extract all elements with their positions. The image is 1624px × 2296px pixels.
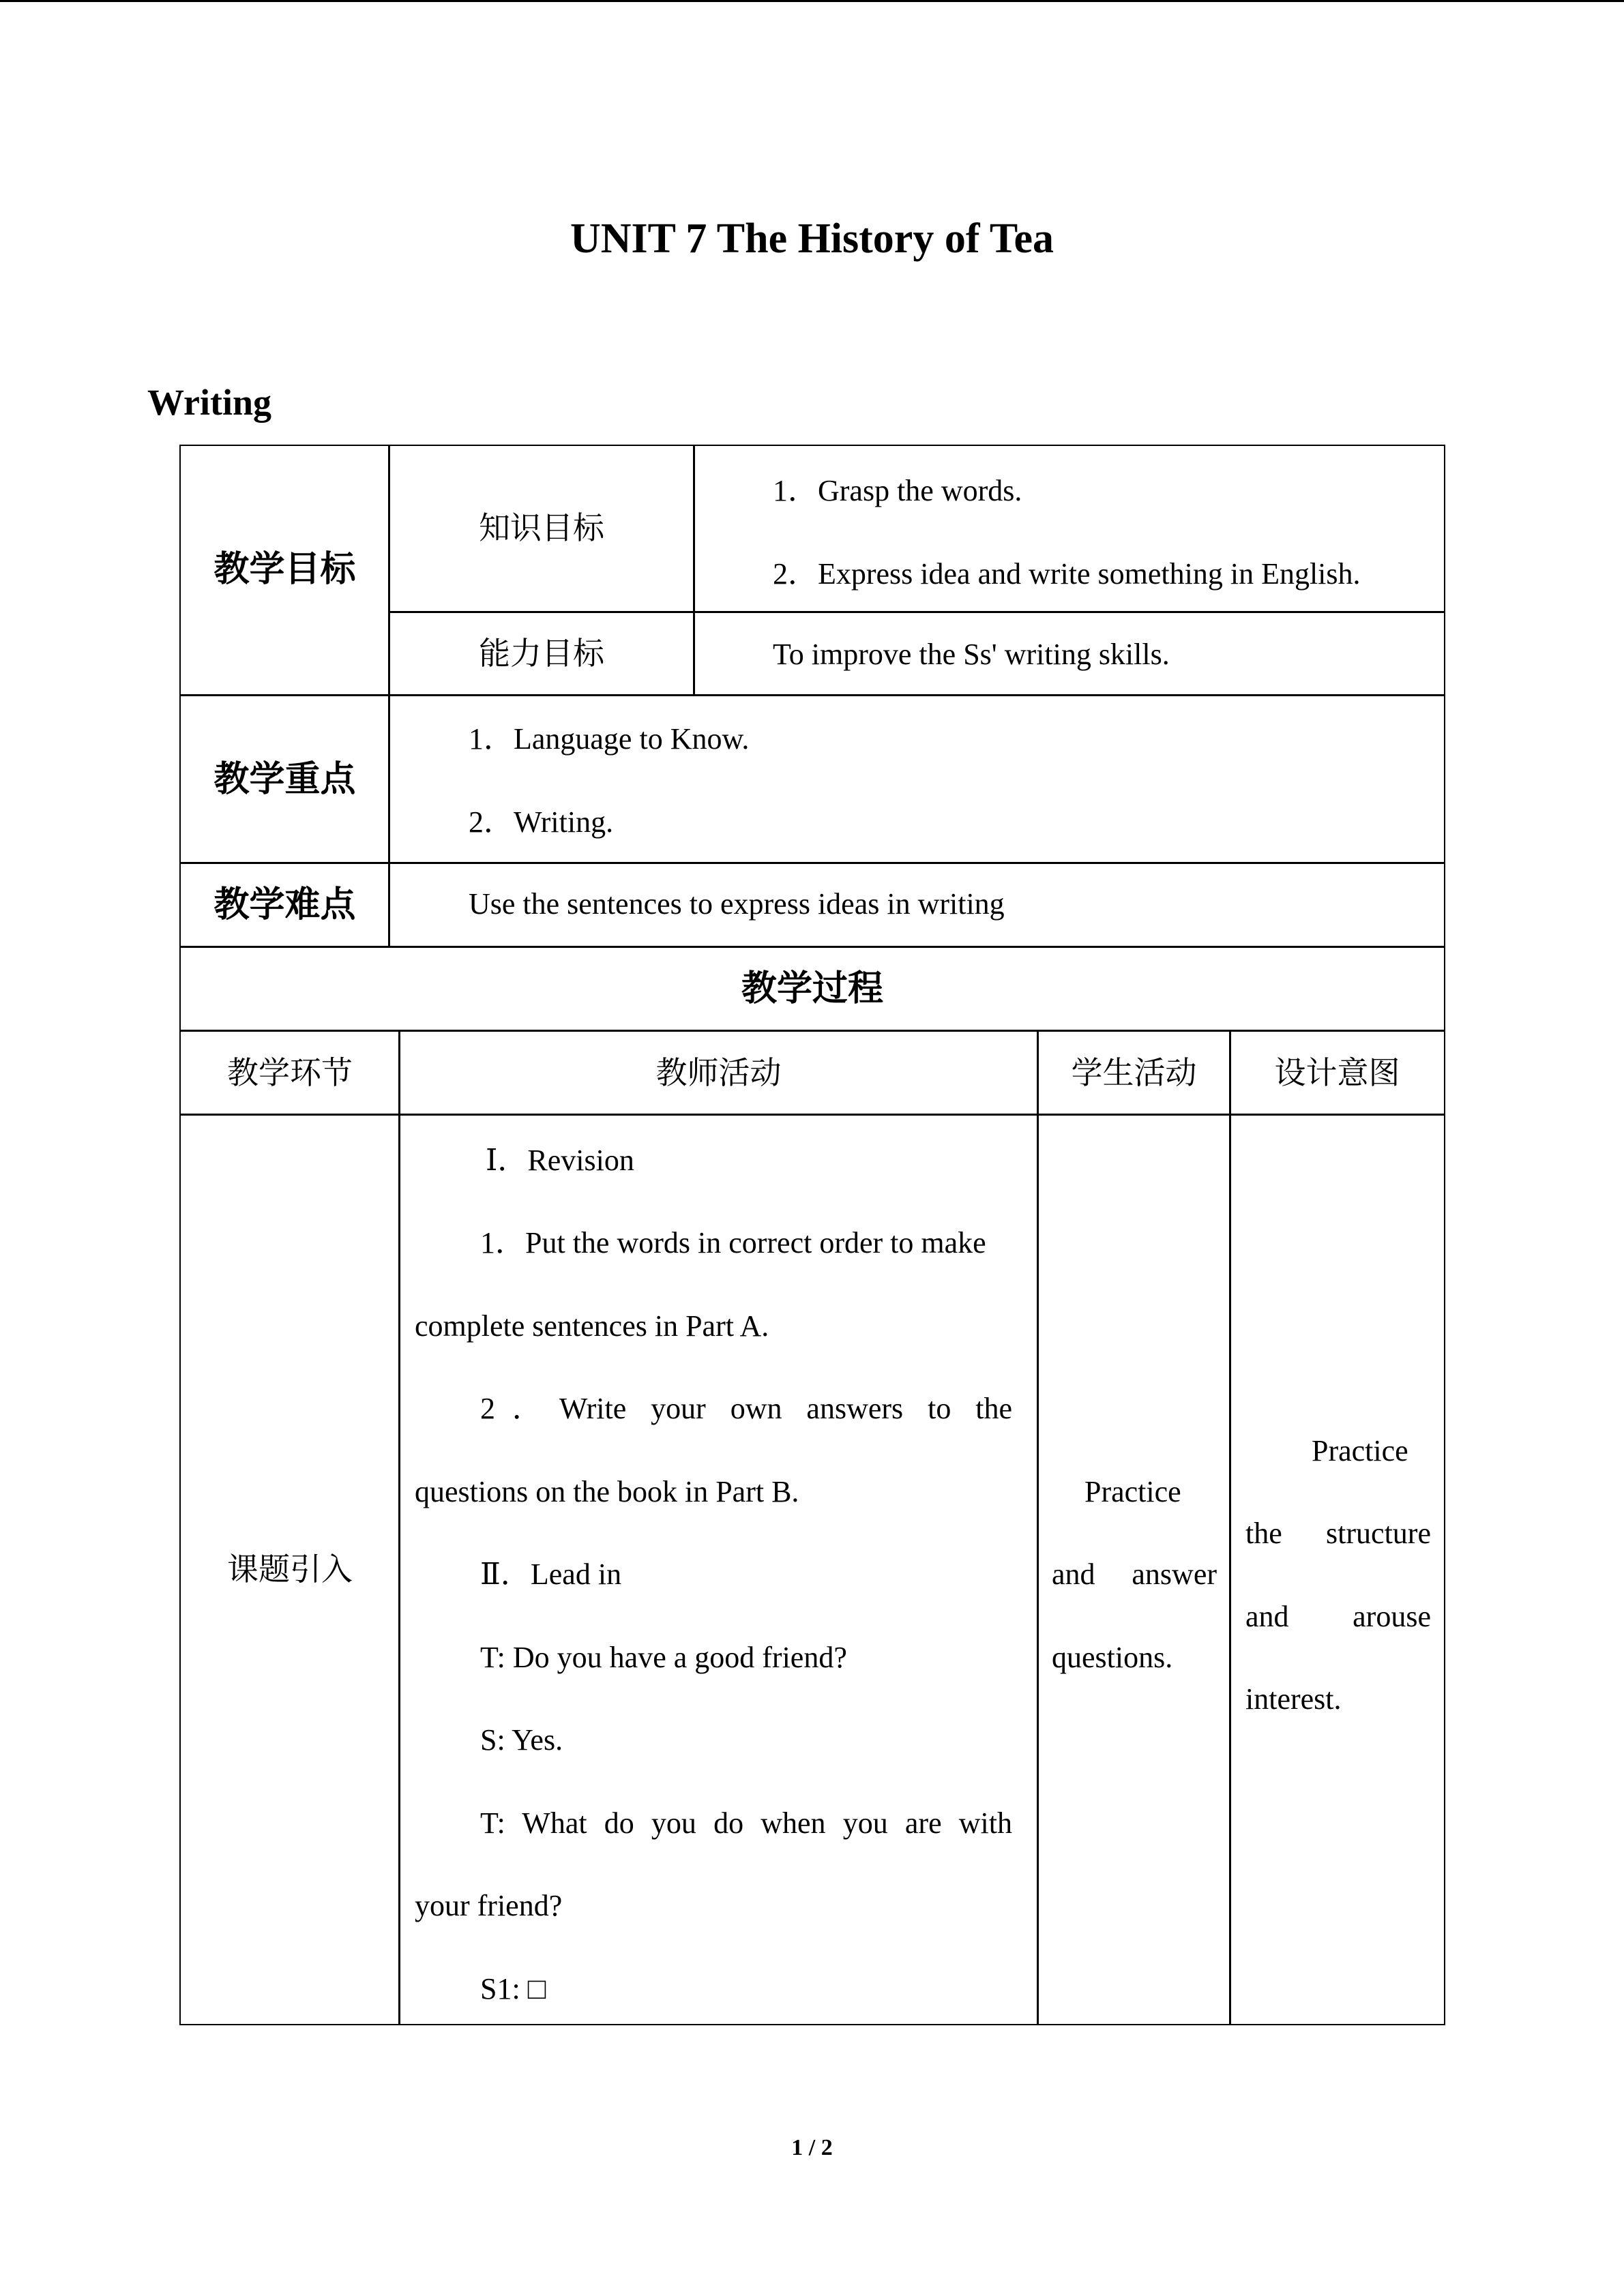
- key-points-label: 教学重点: [213, 759, 356, 800]
- ability-label-cell: [388, 611, 695, 696]
- column-header-stage-label: 教学环节: [227, 1054, 353, 1091]
- intent-line-4: interest.: [1245, 1682, 1342, 1716]
- key-points-content-cell: [388, 694, 1445, 864]
- page-number: 1 / 2: [791, 2135, 833, 2160]
- difficult-points-text: Use the sentences to express ideas in writing: [469, 887, 1005, 921]
- ability-content-cell: [693, 611, 1445, 696]
- knowledge-item-1: 1．Grasp the words.: [773, 474, 1022, 507]
- column-header-student-label: 学生活动: [1071, 1054, 1197, 1091]
- difficult-points-label-cell: [179, 862, 390, 948]
- difficult-points-label: 教学难点: [213, 884, 356, 925]
- column-header-intent: [1229, 1030, 1445, 1116]
- teacher-line-lead-in: Ⅱ．Lead in: [480, 1557, 622, 1591]
- teacher-line-s1: S1: □: [480, 1972, 546, 2006]
- objectives-label-cell: [179, 445, 390, 696]
- teacher-line-question-2-cont: your friend?: [415, 1889, 563, 1922]
- objectives-label: 教学目标: [213, 549, 356, 590]
- key-point-item-1: 1．Language to Know.: [469, 722, 750, 756]
- teacher-line-1: 1．Put the words in correct order to make: [480, 1226, 986, 1259]
- column-header-stage: [179, 1030, 400, 1116]
- stage-cell: [179, 1114, 400, 2025]
- section-heading: Writing: [147, 382, 272, 423]
- teacher-activity-cell: [398, 1114, 1039, 2025]
- ability-label: 能力目标: [479, 635, 604, 672]
- intent-line-1: Practice: [1312, 1434, 1408, 1467]
- student-line-3: questions.: [1052, 1641, 1173, 1674]
- column-header-intent-label: 设计意图: [1274, 1054, 1400, 1091]
- design-intent-cell: [1229, 1114, 1445, 2025]
- top-border-line: [0, 0, 1624, 2]
- student-line-1: Practice: [1084, 1475, 1181, 1508]
- column-header-teacher: [398, 1030, 1039, 1116]
- intent-line-2: the structure: [1245, 1517, 1431, 1550]
- student-line-2: and answer: [1052, 1557, 1217, 1591]
- key-points-label-cell: [179, 694, 390, 864]
- process-label: 教学过程: [741, 968, 883, 1009]
- stage-label: 课题引入: [227, 1551, 353, 1587]
- teacher-line-question-1: T: Do you have a good friend?: [480, 1641, 847, 1674]
- knowledge-content-cell: [693, 445, 1445, 613]
- student-activity-cell: [1037, 1114, 1231, 2025]
- knowledge-label: 知识目标: [479, 509, 604, 546]
- key-point-item-2: 2．Writing.: [469, 805, 614, 839]
- knowledge-item-2: 2．Express idea and write something in English.: [773, 557, 1361, 591]
- difficult-points-content-cell: [388, 862, 1445, 948]
- teacher-line-answer-1: S: Yes.: [480, 1723, 563, 1757]
- column-header-teacher-label: 教师活动: [655, 1054, 782, 1091]
- intent-line-3: and arouse: [1245, 1600, 1431, 1633]
- document-title: UNIT 7 The History of Tea: [570, 215, 1054, 262]
- teacher-line-3: 2．Write your own answers to the: [480, 1392, 1012, 1425]
- teacher-line-question-2: T: What do you do when you are with: [480, 1806, 1012, 1840]
- process-header-cell: [179, 946, 1445, 1032]
- teacher-line-2: complete sentences in Part A.: [415, 1309, 769, 1343]
- teacher-line-4: questions on the book in Part B.: [415, 1475, 799, 1508]
- knowledge-label-cell: [388, 445, 695, 613]
- ability-text: To improve the Ss' writing skills.: [773, 638, 1170, 671]
- column-header-student: [1037, 1030, 1231, 1116]
- teacher-line-revision: Ⅰ．Revision: [486, 1144, 634, 1177]
